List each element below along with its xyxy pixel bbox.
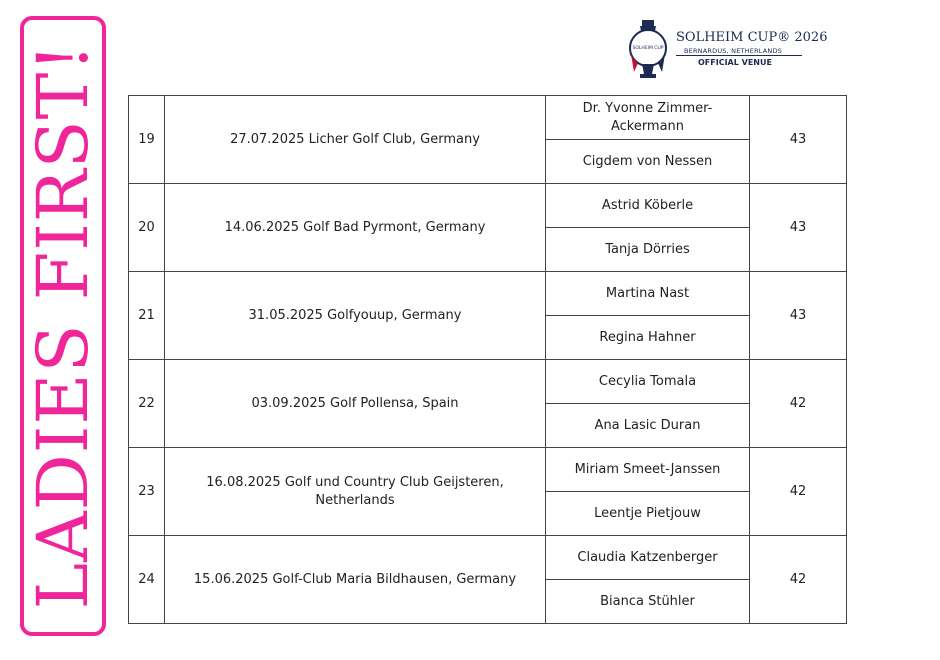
rank-cell: 23 bbox=[129, 448, 165, 536]
score-cell: 43 bbox=[750, 184, 847, 272]
player-cell: Claudia Katzenberger bbox=[546, 536, 750, 580]
score-cell: 42 bbox=[750, 448, 847, 536]
table-row bbox=[129, 96, 847, 140]
player-cell: Martina Nast bbox=[546, 272, 750, 316]
player-cell: Miriam Smeet-Janssen bbox=[546, 448, 750, 492]
logo-title: SOLHEIM CUP® 2026 bbox=[676, 30, 828, 45]
player-cell: Leentje Pietjouw bbox=[546, 492, 750, 536]
solheim-cup-logo bbox=[624, 18, 828, 82]
score-cell: 43 bbox=[750, 272, 847, 360]
player-cell: Cigdem von Nessen bbox=[546, 140, 750, 184]
table-row bbox=[129, 536, 847, 580]
ladies-first-banner bbox=[20, 16, 106, 636]
logo-subtitle: BERNARDUS, NETHERLANDS bbox=[684, 47, 782, 55]
rank-cell: 21 bbox=[129, 272, 165, 360]
table-row bbox=[129, 184, 847, 228]
player-cell: Tanja Dörries bbox=[546, 228, 750, 272]
score-cell: 42 bbox=[750, 536, 847, 624]
banner-title: LADIES FIRST! bbox=[22, 42, 104, 610]
table-row bbox=[129, 360, 847, 404]
player-cell: Astrid Köberle bbox=[546, 184, 750, 228]
event-cell: 03.09.2025 Golf Pollensa, Spain bbox=[165, 360, 546, 448]
event-cell: 16.08.2025 Golf und Country Club Geijsteren, Netherlands bbox=[165, 448, 546, 536]
rank-cell: 22 bbox=[129, 360, 165, 448]
score-cell: 42 bbox=[750, 360, 847, 448]
event-cell: 14.06.2025 Golf Bad Pyrmont, Germany bbox=[165, 184, 546, 272]
event-cell: 27.07.2025 Licher Golf Club, Germany bbox=[165, 96, 546, 184]
score-cell: 43 bbox=[750, 96, 847, 184]
rank-cell: 19 bbox=[129, 96, 165, 184]
table-row bbox=[129, 272, 847, 316]
player-cell: Ana Lasic Duran bbox=[546, 404, 750, 448]
player-cell: Regina Hahner bbox=[546, 316, 750, 360]
player-cell: Bianca Stühler bbox=[546, 580, 750, 624]
solheim-cup-trophy-icon bbox=[624, 18, 672, 82]
event-cell: 15.06.2025 Golf-Club Maria Bildhausen, Germany bbox=[165, 536, 546, 624]
player-cell: Dr. Yvonne Zimmer-Ackermann bbox=[546, 96, 750, 140]
results-table bbox=[128, 95, 847, 624]
logo-venue: OFFICIAL VENUE bbox=[698, 58, 772, 67]
rank-cell: 24 bbox=[129, 536, 165, 624]
table-row bbox=[129, 448, 847, 492]
logo-divider bbox=[676, 55, 802, 56]
emblem-text: SOLHEIM CUP bbox=[632, 46, 664, 51]
player-cell: Cecylia Tomala bbox=[546, 360, 750, 404]
rank-cell: 20 bbox=[129, 184, 165, 272]
event-cell: 31.05.2025 Golfyouup, Germany bbox=[165, 272, 546, 360]
